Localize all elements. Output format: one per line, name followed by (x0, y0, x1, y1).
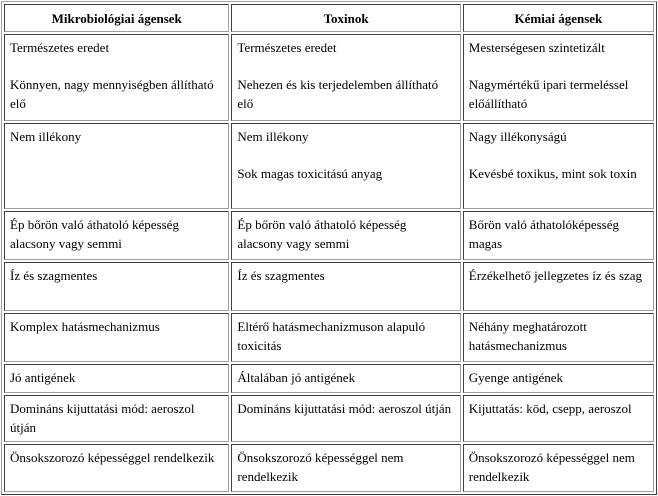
table-cell (4, 211, 229, 260)
cell-text: Bőrön való áthatolóképesség magas (468, 216, 619, 251)
cell-text: Nem illékony (237, 128, 309, 144)
cell-text: Sok magas toxicitású anyag (237, 165, 383, 181)
cell-text: Nagy illékonyságú (468, 128, 567, 144)
cell-text: Nehezen és kis terjedelemben állítható elő (237, 77, 439, 111)
table-row (4, 211, 654, 260)
table-row (4, 364, 654, 392)
cell-text: Komplex hatásmechanizmus (10, 319, 160, 335)
table-cell (4, 34, 229, 121)
cell-text: Érzékelhető jellegzetes íz és szag (468, 267, 643, 283)
cell-text: Nem illékony (10, 128, 82, 144)
comparison-table (1, 1, 657, 495)
table-cell (231, 34, 460, 121)
cell-text: Természetes eredet (10, 40, 110, 55)
cell-text: Önsokszorozó képességgel rendelkezik (10, 449, 215, 465)
table-cell (463, 211, 654, 260)
table-cell (4, 395, 229, 442)
header-row (4, 4, 654, 32)
cell-text: Önsokszorozó képességgel nem rendelkezik (237, 449, 404, 484)
table-row (4, 444, 654, 492)
cell-text: Természetes eredet (237, 40, 337, 55)
table-cell (4, 123, 229, 209)
cell-text: Általában jó antigének (237, 370, 356, 386)
table-cell (4, 444, 229, 492)
table-cell (231, 395, 460, 442)
header-toxins: Toxinok (231, 4, 460, 32)
cell-text: Kijuttatás: köd, csepp, aeroszol (468, 400, 632, 416)
cell-text: Íz és szagmentes (237, 267, 325, 283)
table-cell (231, 313, 460, 362)
cell-text: Íz és szagmentes (10, 267, 98, 283)
table-cell (4, 364, 229, 392)
table-cell (463, 313, 654, 362)
cell-text: Mesterségesen szintetizált (468, 40, 605, 55)
table-cell (231, 444, 460, 492)
table-cell (463, 364, 654, 392)
cell-text: Kevésbé toxikus, mint sok toxin (468, 165, 637, 181)
table-row (4, 262, 654, 311)
cell-text: Domináns kijuttatási mód: aeroszol útján (237, 400, 452, 416)
table-cell (231, 262, 460, 311)
table-cell (231, 123, 460, 209)
table-cell (231, 211, 460, 260)
cell-text: Gyenge antigének (468, 370, 564, 386)
cell-text: Jó antigének (10, 370, 76, 386)
cell-text: Nagymértékű ipari termeléssel előállítható (468, 77, 629, 111)
cell-text: Ép bőrön való áthatoló képesség alacsony vagy semmi (237, 216, 407, 251)
table-cell (463, 444, 654, 492)
cell-text: Domináns kijuttatási mód: aeroszol útján (10, 400, 195, 435)
cell-text: Önsokszorozó képességgel nem rendelkezik (468, 449, 635, 484)
table-row (4, 123, 654, 209)
table-cell (463, 34, 654, 121)
header-chemical: Kémiai ágensek (463, 4, 654, 32)
cell-text: Könnyen, nagy mennyiségben állítható elő (10, 77, 214, 111)
table-row (4, 34, 654, 121)
table-cell (4, 262, 229, 311)
table-row (4, 395, 654, 442)
table-cell (4, 313, 229, 362)
table-cell (463, 123, 654, 209)
table-cell (231, 364, 460, 392)
cell-text: Eltérő hatásmechanizmuson alapuló toxicitás (237, 319, 426, 354)
header-microbiological: Mikrobiológiai ágensek (4, 4, 229, 32)
table-row (4, 313, 654, 362)
cell-text: Ép bőrön való áthatoló képesség alacsony vagy semmi (10, 216, 179, 251)
cell-text: Néhány meghatározott hatásmechanizmus (468, 319, 587, 354)
table-cell (463, 395, 654, 442)
table-cell (463, 262, 654, 311)
